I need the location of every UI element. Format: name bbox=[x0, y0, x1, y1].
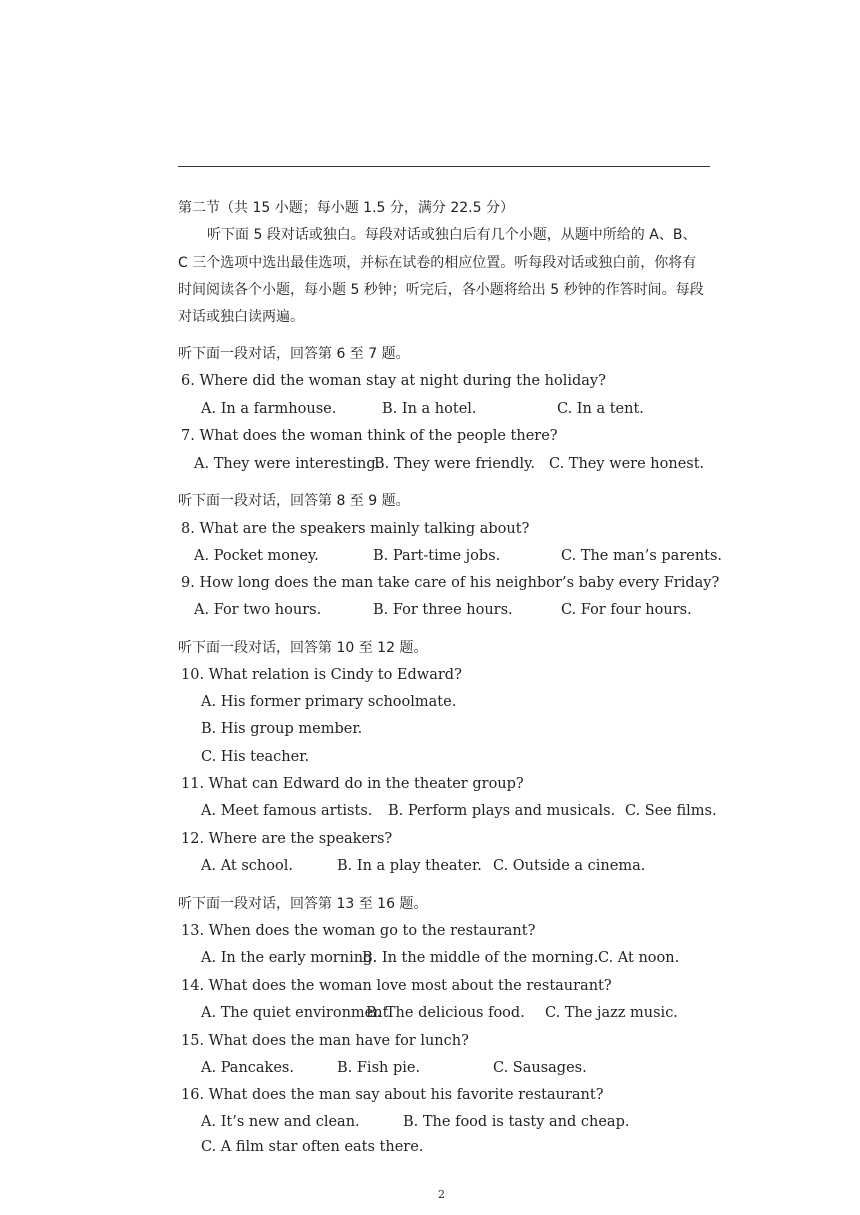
option-c: C. A film star often eats there. bbox=[201, 1139, 424, 1155]
option-a: A. At school. bbox=[201, 858, 293, 874]
instruction-line: 听下面 5 段对话或独白。每段对话或独白后有几个小题，从题中所给的 A、B、 bbox=[207, 227, 697, 243]
question-stem: 15. What does the man have for lunch? bbox=[181, 1033, 469, 1049]
option-b: B. Part-time jobs. bbox=[373, 548, 501, 564]
option-b: B. In the middle of the morning. bbox=[362, 950, 599, 966]
option-c: C. They were honest. bbox=[549, 456, 705, 472]
option-c: C. His teacher. bbox=[201, 749, 310, 765]
option-b: B. His group member. bbox=[201, 721, 363, 737]
option-b: B. In a hotel. bbox=[382, 401, 477, 417]
option-a: A. Meet famous artists. bbox=[201, 803, 373, 819]
option-b: B. The food is tasty and cheap. bbox=[403, 1114, 630, 1130]
option-a: A. For two hours. bbox=[194, 602, 322, 618]
option-c: C. In a tent. bbox=[557, 401, 644, 417]
option-b: B. Perform plays and musicals. bbox=[388, 803, 616, 819]
page-number: 2 bbox=[438, 1188, 445, 1201]
question-stem: 9. How long does the man take care of his neighbor’s baby every Friday? bbox=[181, 575, 720, 591]
question-stem: 13. When does the woman go to the restaurant? bbox=[181, 923, 536, 939]
option-c: C. The man’s parents. bbox=[561, 548, 723, 564]
option-c: C. The jazz music. bbox=[545, 1005, 678, 1021]
top-rule bbox=[178, 166, 710, 167]
option-a: A. In the early morning. bbox=[201, 950, 377, 966]
option-c: C. Outside a cinema. bbox=[493, 858, 646, 874]
question-stem: 8. What are the speakers mainly talking about? bbox=[181, 521, 530, 537]
group-intro: 听下面一段对话，回答第 13 至 16 题。 bbox=[178, 896, 428, 912]
question-stem: 6. Where did the woman stay at night during the holiday? bbox=[181, 373, 606, 389]
option-b: B. In a play theater. bbox=[337, 858, 482, 874]
option-c: C. Sausages. bbox=[493, 1060, 587, 1076]
question-stem: 14. What does the woman love most about the restaurant? bbox=[181, 978, 612, 994]
group-intro: 听下面一段对话，回答第 8 至 9 题。 bbox=[178, 493, 410, 509]
option-a: A. Pancakes. bbox=[201, 1060, 294, 1076]
question-stem: 16. What does the man say about his favorite restaurant? bbox=[181, 1087, 604, 1103]
group-intro: 听下面一段对话，回答第 10 至 12 题。 bbox=[178, 640, 428, 656]
group-intro: 听下面一段对话，回答第 6 至 7 题。 bbox=[178, 346, 410, 362]
option-b: B. Fish pie. bbox=[337, 1060, 421, 1076]
option-b: B. The delicious food. bbox=[366, 1005, 525, 1021]
question-stem: 10. What relation is Cindy to Edward? bbox=[181, 667, 462, 683]
option-b: B. They were friendly. bbox=[374, 456, 536, 472]
section-header: 第二节（共 15 小题；每小题 1.5 分，满分 22.5 分） bbox=[178, 200, 514, 216]
option-c: C. At noon. bbox=[598, 950, 680, 966]
option-a: A. His former primary schoolmate. bbox=[201, 694, 457, 710]
question-stem: 12. Where are the speakers? bbox=[181, 831, 393, 847]
instruction-line: 对话或独白读两遍。 bbox=[178, 309, 304, 325]
option-a: A. They were interesting. bbox=[194, 456, 381, 472]
option-a: A. In a farmhouse. bbox=[201, 401, 337, 417]
option-c: C. For four hours. bbox=[561, 602, 692, 618]
question-stem: 7. What does the woman think of the people there? bbox=[181, 428, 558, 444]
option-a: A. It’s new and clean. bbox=[201, 1114, 360, 1130]
instruction-line: 时间阅读各个小题，每小题 5 秒钟；听完后，各小题将给出 5 秒钟的作答时间。每段 bbox=[178, 282, 704, 298]
option-a: A. Pocket money. bbox=[194, 548, 319, 564]
option-a: A. The quiet environment. bbox=[201, 1005, 394, 1021]
option-c: C. See films. bbox=[625, 803, 717, 819]
question-stem: 11. What can Edward do in the theater group? bbox=[181, 776, 524, 792]
instruction-line: C 三个选项中选出最佳选项，并标在试卷的相应位置。听每段对话或独白前，你将有 bbox=[178, 255, 697, 271]
option-b: B. For three hours. bbox=[373, 602, 513, 618]
